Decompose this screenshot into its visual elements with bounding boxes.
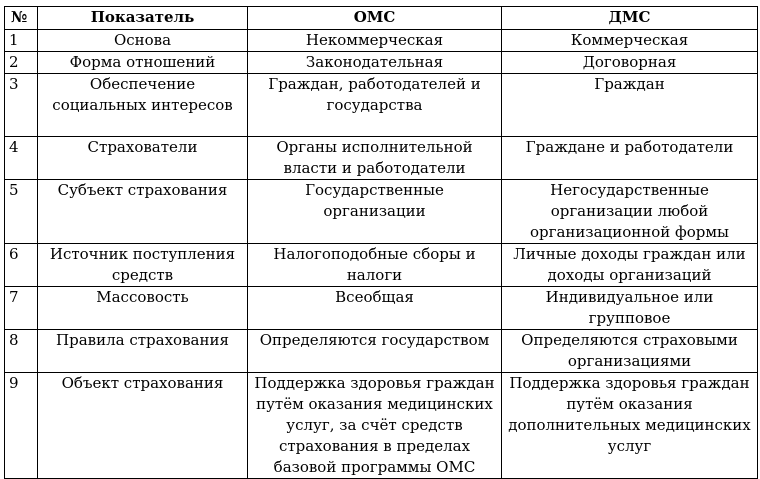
row-dms: Личные доходы граждан или доходы организаций (502, 244, 758, 287)
row-oms: Органы исполнительной власти и работодатели (248, 137, 502, 180)
row-indicator: Правила страхования (38, 330, 248, 373)
table-row (5, 373, 758, 479)
header-oms: ОМС (248, 7, 502, 30)
row-num: 6 (5, 244, 38, 287)
table-row (5, 180, 758, 244)
row-indicator: Субъект страхования (38, 180, 248, 244)
header-num: № (5, 7, 38, 30)
table-header-row (5, 7, 758, 30)
row-dms: Граждане и работодатели (502, 137, 758, 180)
row-indicator: Обеспечение социальных интересов (38, 74, 248, 137)
table-row (5, 74, 758, 137)
row-oms: Налогоподобные сборы и налоги (248, 244, 502, 287)
row-oms: Определяются государством (248, 330, 502, 373)
row-num: 5 (5, 180, 38, 244)
row-dms: Индивидуальное или групповое (502, 287, 758, 330)
header-indicator: Показатель (38, 7, 248, 30)
comparison-table (4, 6, 758, 479)
table-row (5, 137, 758, 180)
row-oms: Граждан, работодателей и государства (248, 74, 502, 137)
row-indicator: Основа (38, 30, 248, 52)
row-dms: Договорная (502, 52, 758, 74)
header-dms: ДМС (502, 7, 758, 30)
table-row (5, 244, 758, 287)
row-num: 9 (5, 373, 38, 479)
row-indicator: Форма отношений (38, 52, 248, 74)
row-dms: Негосударственные организации любой организационной формы (502, 180, 758, 244)
row-dms: Поддержка здоровья граждан путём оказания дополнительных медицинских услуг (502, 373, 758, 479)
row-indicator: Массовость (38, 287, 248, 330)
row-indicator: Объект страхования (38, 373, 248, 479)
table-row (5, 52, 758, 74)
row-dms: Коммерческая (502, 30, 758, 52)
row-oms: Всеобщая (248, 287, 502, 330)
row-indicator: Источник поступления средств (38, 244, 248, 287)
row-oms: Некоммерческая (248, 30, 502, 52)
row-num: 1 (5, 30, 38, 52)
row-num: 2 (5, 52, 38, 74)
row-oms: Поддержка здоровья граждан путём оказания медицинских услуг, за счёт средств страхования в пределах базовой программы ОМС (248, 373, 502, 479)
row-num: 8 (5, 330, 38, 373)
row-oms: Законодательная (248, 52, 502, 74)
table-row (5, 287, 758, 330)
row-num: 4 (5, 137, 38, 180)
row-num: 7 (5, 287, 38, 330)
table-row (5, 30, 758, 52)
row-dms: Граждан (502, 74, 758, 137)
row-dms: Определяются страховыми организациями (502, 330, 758, 373)
row-num: 3 (5, 74, 38, 137)
row-oms: Государственные организации (248, 180, 502, 244)
row-indicator: Страхователи (38, 137, 248, 180)
table-row (5, 330, 758, 373)
